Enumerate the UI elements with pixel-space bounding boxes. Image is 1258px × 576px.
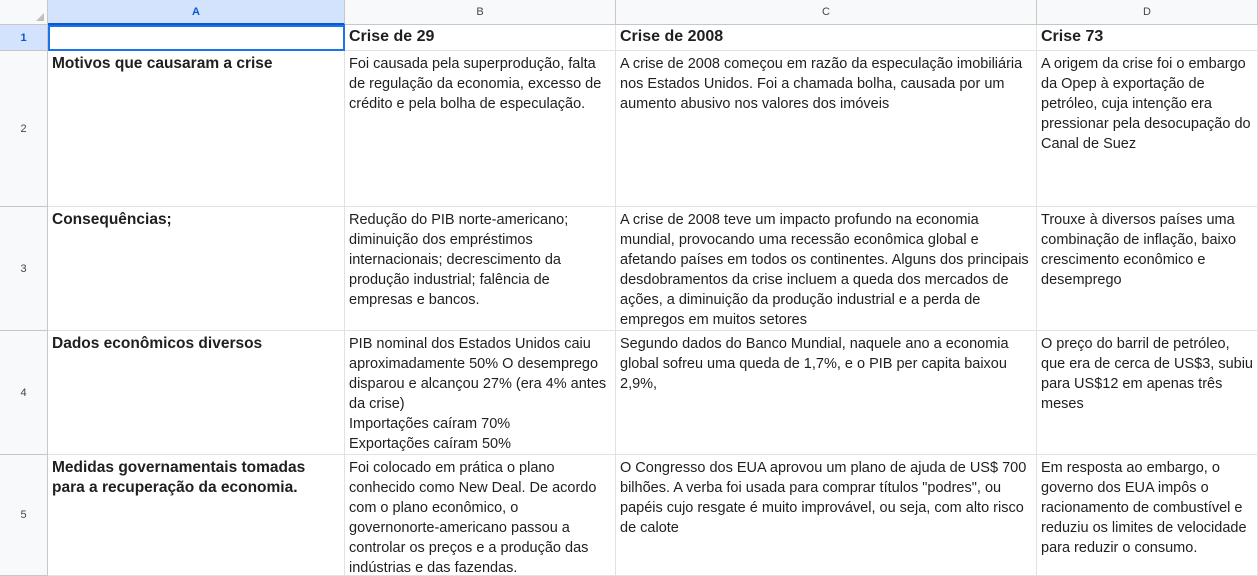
cell-a1[interactable] <box>48 25 345 51</box>
row-header-2[interactable]: 2 <box>0 51 48 207</box>
select-all-icon <box>36 13 44 21</box>
cell-b2[interactable]: Foi causada pela superprodução, falta de regulação da economia, excesso de crédito e pela bolha de especulação. <box>345 51 616 207</box>
cell-d1[interactable]: Crise 73 <box>1037 25 1258 51</box>
cell-a5[interactable]: Medidas governamentais tomadas para a recuperação da economia. <box>48 455 345 576</box>
cell-b1[interactable]: Crise de 29 <box>345 25 616 51</box>
column-header-b[interactable]: B <box>345 0 616 25</box>
column-header-d[interactable]: D <box>1037 0 1258 25</box>
column-header-a[interactable]: A <box>48 0 345 25</box>
cell-d3[interactable]: Trouxe à diversos países uma combinação de inflação, baixo crescimento econômico e desemprego <box>1037 207 1258 331</box>
cell-a2[interactable]: Motivos que causaram a crise <box>48 51 345 207</box>
cell-a3[interactable]: Consequências; <box>48 207 345 331</box>
column-header-c[interactable]: C <box>616 0 1037 25</box>
cell-a4[interactable]: Dados econômicos diversos <box>48 331 345 455</box>
cell-c3[interactable]: A crise de 2008 teve um impacto profundo na economia mundial, provocando uma recessão econômica global e afetando países em todos os continentes. Alguns dos principais desdobramentos da crise incluem a queda dos mercados de ações, a diminuição da produção industrial e a perda de empregos em muitos setores <box>616 207 1037 331</box>
cell-b4[interactable]: PIB nominal dos Estados Unidos caiu aproximadamente 50% O desemprego disparou e alcançou 27% (era 4% antes da crise) Importações caíram 70% Exportações caíram 50% <box>345 331 616 455</box>
cell-c2[interactable]: A crise de 2008 começou em razão da especulação imobiliária nos Estados Unidos. Foi a chamada bolha, causada por um aumento abusivo nos valores dos imóveis <box>616 51 1037 207</box>
cell-b5[interactable]: Foi colocado em prática o plano conhecido como New Deal. De acordo com o plano econômico, o governonorte-americano passou a controlar os preços e a produção das indústrias e das fazendas. <box>345 455 616 576</box>
row-header-1[interactable]: 1 <box>0 25 48 51</box>
cell-c4[interactable]: Segundo dados do Banco Mundial, naquele ano a economia global sofreu uma queda de 1,7%, e o PIB per capita baixou 2,9%, <box>616 331 1037 455</box>
cell-b3[interactable]: Redução do PIB norte-americano; diminuição dos empréstimos internacionais; decrescimento da produção industrial; falência de empresas e bancos. <box>345 207 616 331</box>
cell-c5[interactable]: O Congresso dos EUA aprovou um plano de ajuda de US$ 700 bilhões. A verba foi usada para comprar títulos "podres", ou papéis cujo resgate é muito improvável, ou seja, com alto risco de calote <box>616 455 1037 576</box>
row-header-3[interactable]: 3 <box>0 207 48 331</box>
cell-c1[interactable]: Crise de 2008 <box>616 25 1037 51</box>
cell-d4[interactable]: O preço do barril de petróleo, que era de cerca de US$3, subiu para US$12 em apenas três meses <box>1037 331 1258 455</box>
select-all-corner[interactable] <box>0 0 48 25</box>
row-header-5[interactable]: 5 <box>0 455 48 576</box>
cell-d5[interactable]: Em resposta ao embargo, o governo dos EUA impôs o racionamento de combustível e reduziu os limites de velocidade para reduzir o consumo. <box>1037 455 1258 576</box>
cell-d2[interactable]: A origem da crise foi o embargo da Opep à exportação de petróleo, cuja intenção era pressionar pela desocupação do Canal de Suez <box>1037 51 1258 207</box>
row-header-4[interactable]: 4 <box>0 331 48 455</box>
